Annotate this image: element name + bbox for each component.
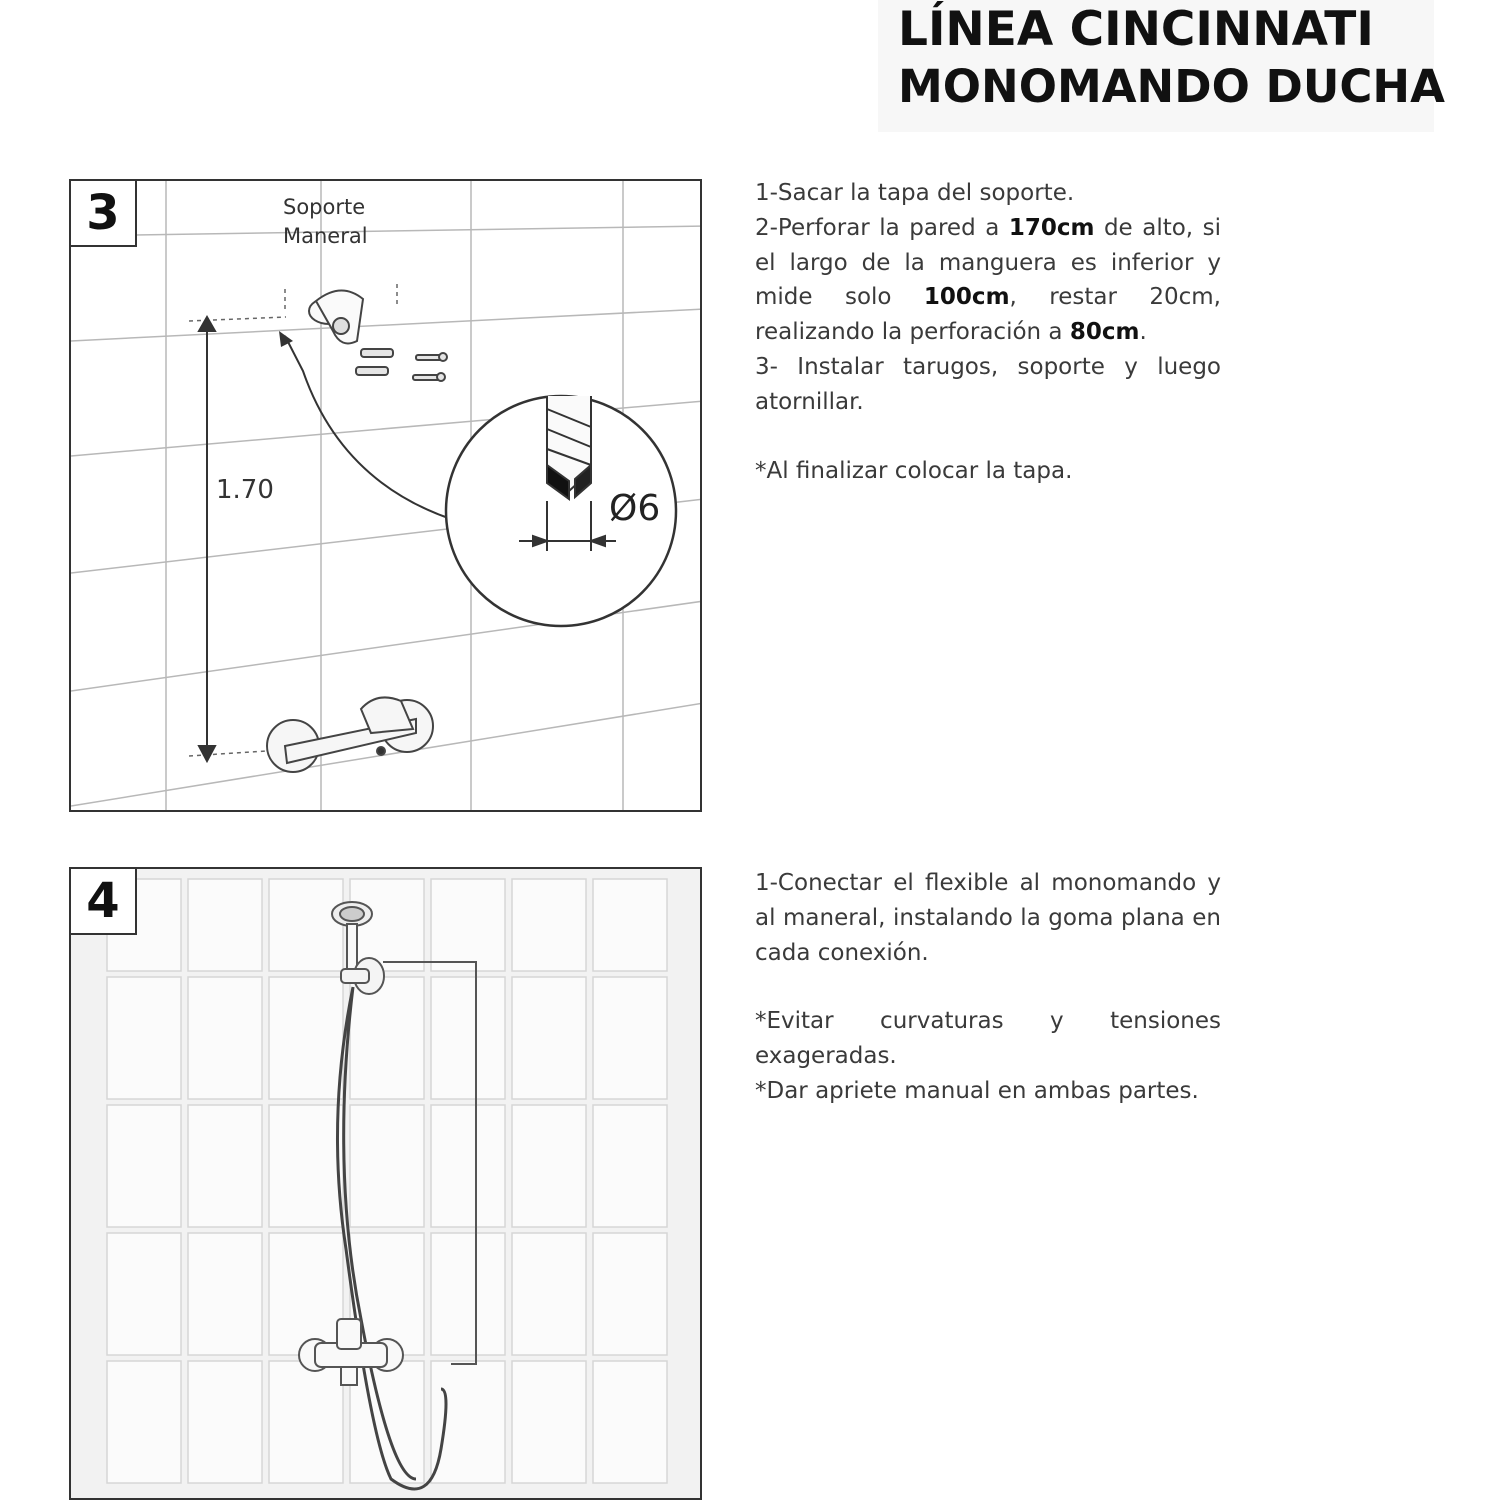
highlight-value: 100cm bbox=[923, 284, 1010, 311]
instruction-text: de alto, si el largo de la manguera es inferior y mide solo bbox=[755, 214, 1221, 311]
instruction-text: 2-Perforar la pared a bbox=[755, 214, 1009, 241]
wall-drilling-diagram bbox=[71, 181, 702, 812]
instruction-line bbox=[755, 211, 1221, 350]
screws-and-wall-plugs bbox=[356, 349, 447, 381]
instruction-line: 3- Instalar tarugos, soporte y luego atornillar. bbox=[755, 353, 1221, 415]
instruction-text: , restar 20cm, realizando la perforación a bbox=[755, 284, 1221, 346]
highlight-value: 80cm bbox=[1069, 319, 1140, 346]
instruction-note: *Al finalizar colocar la tapa. bbox=[755, 457, 1073, 484]
diameter-label: Ø6 bbox=[609, 488, 661, 529]
title-line: LÍNEA CINCINNATI bbox=[898, 2, 1374, 57]
support-label-line2: Maneral bbox=[283, 224, 368, 248]
tile-wall bbox=[107, 879, 667, 1483]
bottom-reference-line bbox=[189, 751, 266, 756]
instruction-text: . bbox=[1139, 319, 1147, 346]
instruction-note: *Dar apriete manual en ambas partes. bbox=[755, 1077, 1199, 1104]
support-label bbox=[283, 193, 368, 251]
top-reference-line bbox=[189, 317, 286, 321]
instruction-line: 1-Conectar el flexible al monomando y al maneral, instalando la goma plana en cada conexión. bbox=[755, 870, 1221, 966]
instruction-note: *Evitar curvaturas y tensiones exageradas. bbox=[755, 1008, 1221, 1070]
step-4-illustration bbox=[69, 867, 702, 1500]
step-number-badge: 3 bbox=[71, 181, 137, 247]
shower-connection-diagram bbox=[71, 869, 702, 1500]
step-4-instructions bbox=[755, 866, 1221, 1109]
step-number-badge: 4 bbox=[71, 869, 137, 935]
step-3-illustration bbox=[69, 179, 702, 812]
subtitle-line: MONOMANDO DUCHA bbox=[898, 60, 1445, 113]
step-3-instructions bbox=[755, 176, 1221, 488]
highlight-value: 170cm bbox=[1008, 214, 1095, 241]
zoom-pointer-curve bbox=[285, 336, 451, 519]
drill-bit bbox=[547, 396, 591, 499]
instruction-line: 1-Sacar la tapa del soporte. bbox=[755, 180, 1075, 206]
height-dimension-arrow bbox=[199, 317, 215, 761]
shower-holder-support bbox=[309, 290, 363, 343]
document-header bbox=[878, 0, 1445, 132]
support-label-line1: Soporte bbox=[283, 195, 366, 219]
height-label: 1.70 bbox=[216, 475, 274, 505]
